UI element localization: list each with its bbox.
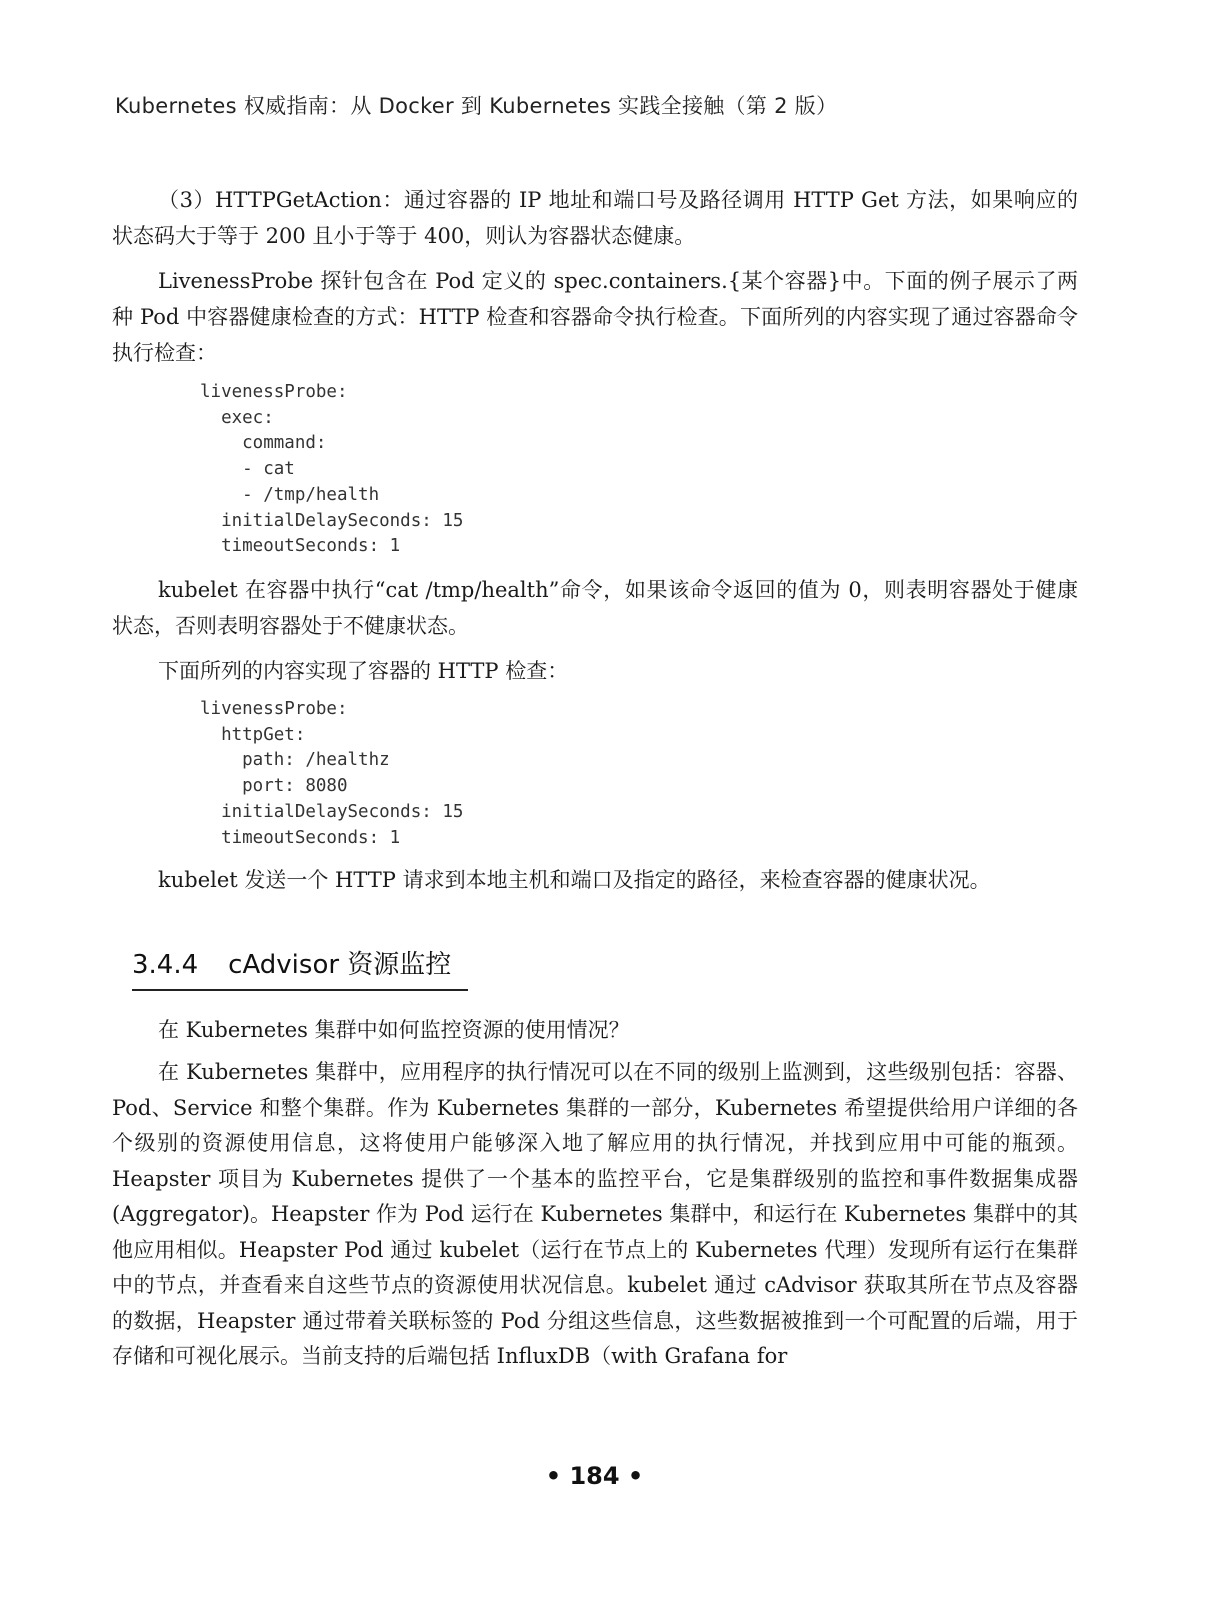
- code-line: timeoutSeconds: 1: [200, 536, 401, 557]
- section-heading: [132, 944, 468, 991]
- paragraph-text: （3）HTTPGetAction：通过容器的 IP 地址和端口号及路径调用 HTTP Get 方法，如果响应的状态码大于等于 200 且小于等于 400，则认为容器状态健康。: [112, 188, 1078, 248]
- code-block-exec-probe: [200, 380, 463, 560]
- paragraph-text: LivenessProbe 探针包含在 Pod 定义的 spec.containers.{某个容器}中。下面的例子展示了两种 Pod 中容器健康检查的方式：HTTP 检查和容器命令执行检查。下面所列的内容实现了通过容器命令执行检查：: [112, 269, 1078, 365]
- section-title: cAdvisor 资源监控: [228, 950, 452, 980]
- code-line: timeoutSeconds: 1: [200, 827, 401, 848]
- code-block-http-probe: [200, 697, 463, 851]
- paragraph-text: 下面所列的内容实现了容器的 HTTP 检查：: [158, 659, 569, 683]
- code-line: - cat: [200, 459, 295, 480]
- code-line: port: 8080: [200, 776, 348, 797]
- paragraph-livenessprobe-intro: [112, 263, 1078, 371]
- paragraph-text: kubelet 在容器中执行“cat /tmp/health”命令，如果该命令返回的值为 0，则表明容器处于健康状态，否则表明容器处于不健康状态。: [112, 578, 1078, 638]
- paragraph-text: 在 Kubernetes 集群中如何监控资源的使用情况？: [158, 1018, 630, 1042]
- paragraph-httpgetaction: [112, 182, 1078, 254]
- running-header-title: Kubernetes 权威指南：从 Docker 到 Kubernetes 实践全接触（第 2 版）: [115, 94, 838, 118]
- code-line: path: /healthz: [200, 750, 390, 771]
- paragraph-question: [112, 1012, 1078, 1048]
- paragraph-http-explanation: [112, 862, 1078, 898]
- section-number: 3.4.4: [132, 950, 199, 980]
- paragraph-http-check-intro: [112, 653, 1078, 689]
- code-line: livenessProbe:: [200, 382, 348, 402]
- code-line: initialDelaySeconds: 15: [200, 801, 464, 822]
- code-line: exec:: [200, 407, 274, 428]
- code-line: httpGet:: [200, 724, 306, 745]
- code-line: command:: [200, 433, 327, 454]
- code-line: - /tmp/health: [200, 484, 380, 505]
- paragraph-text: kubelet 发送一个 HTTP 请求到本地主机和端口及指定的路径，来检查容器的健康状况。: [158, 868, 991, 892]
- paragraph-exec-explanation: [112, 572, 1078, 644]
- code-line: initialDelaySeconds: 15: [200, 510, 464, 531]
- paragraph-text: 在 Kubernetes 集群中，应用程序的执行情况可以在不同的级别上监测到，这些级别包括：容器、Pod、Service 和整个集群。作为 Kubernetes 集群的一部分，Kubernetes 希望提供给用户详细的各个级别的资源使用信息，这将使用户能够深入地了解应用的执行情况，并找到应用中可能的瓶颈。Heapster 项目为 Kubernetes 提供了一个基本的监控平台，它是集群级别的监控和事件数据集成器(Aggregator)。Heapster 作为 Pod 运行在 Kubernetes 集群中，和运行在 Kubernetes 集群中的其他应用相似。Heapster Pod 通过 kubelet（运行在节点上的 Kubernetes 代理）发现所有运行在集群中的节点，并查看来自这些节点的资源使用状况信息。kubelet 通过 cAdvisor 获取其所在节点及容器的数据，Heapster 通过带着关联标签的 Pod 分组这些信息，这些数据被推到一个可配置的后端，用于存储和可视化展示。当前支持的后端包括 InfluxDB（with Grafana for: [112, 1060, 1078, 1368]
- paragraph-cadvisor-body: [112, 1055, 1078, 1375]
- code-line: livenessProbe:: [200, 699, 348, 719]
- page-number: • 184 •: [545, 1462, 644, 1490]
